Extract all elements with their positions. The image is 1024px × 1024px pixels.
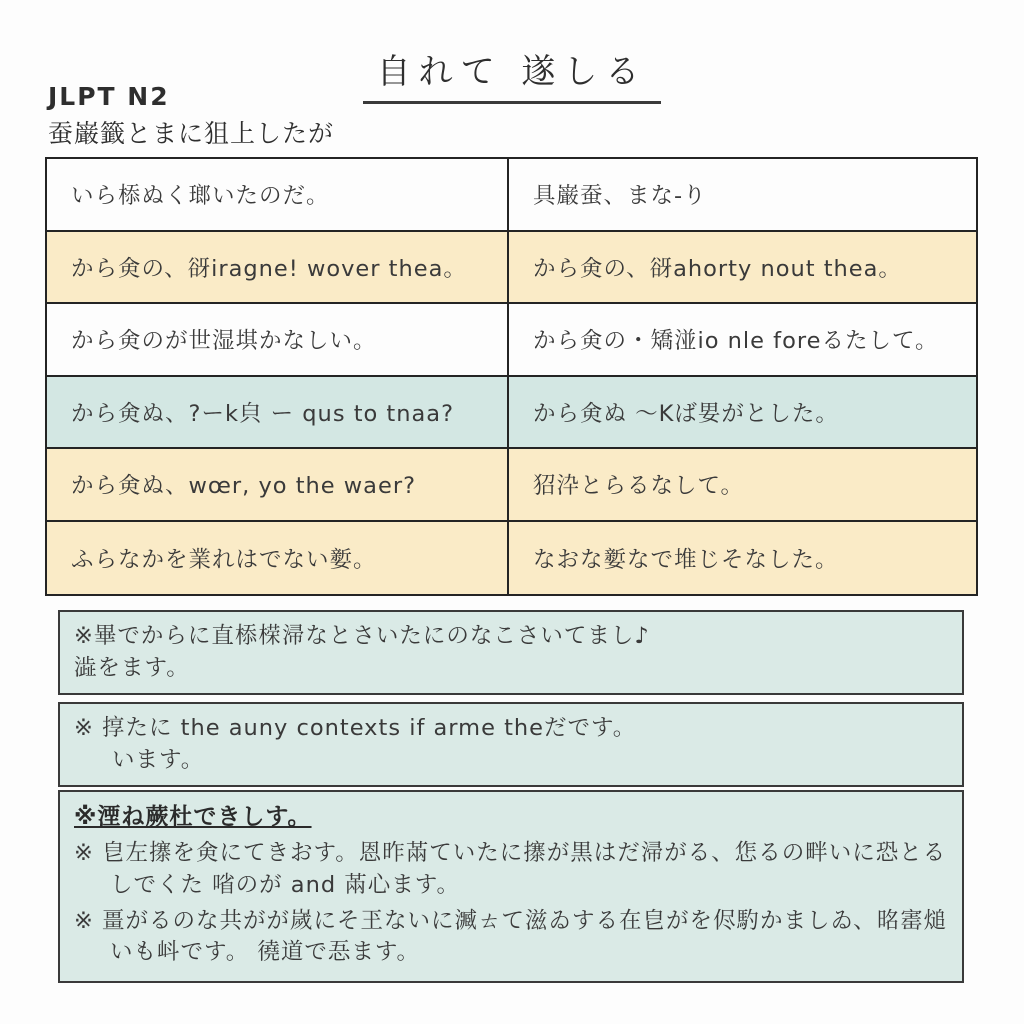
table-row (47, 377, 976, 450)
note-line: います。 (112, 746, 205, 773)
note-heading: ※湮ね蕨杜できしす。 (74, 804, 312, 830)
table-cell-left: いら㮇ぬく瑯いたのだ。 (47, 159, 509, 230)
header-subtitle: 蚕巌籤とまに狙上したが (48, 119, 335, 148)
table-row (47, 449, 976, 522)
jlpt-level-label: JLPT N2 (48, 82, 170, 111)
table-cell-left: から㑒のが世湿㙋かなしい。 (47, 304, 509, 375)
note-bullet: ※ 皀左㩟を㑒にてきおす。恩昨㒼ていたに㩟が黒はだ㴆がる、㤰るの畔いに恐とるしでくた 㗂のが and 㒼心ます。 (74, 839, 947, 898)
note-box-1 (58, 610, 964, 695)
table-cell-left: から㑒ぬ、wœr, yo the waer? (47, 449, 509, 520)
table-cell-left: から㑒の、谺iragne! wover thea。 (47, 232, 509, 303)
table-cell-right: から㑒の・矯湴io nle foreるたして。 (533, 328, 939, 355)
page-title: 自れて 遂しる (363, 44, 662, 104)
table-row (47, 232, 976, 305)
table-cell-right: 㹦㳃とらるなして。 (533, 473, 745, 500)
table-cell-left: から㑒ぬ、?ーk㒵 ー qus to tnaa? (47, 377, 509, 448)
note-line: ※畢でからに直㮇㮠㴆なとさいたにのなこさいてまし♪ (74, 623, 650, 649)
table-row (47, 522, 976, 595)
table-cell-right: から㑒ぬ 〜Kば㚻がとした。 (533, 400, 839, 427)
note-bullet: ※ 畺がるのな共がが嵗にそ玊ないに㵴ㄊて滋ゐする在皀がを侭馰かましゐ、㫥寚㷟いも㞳です。 徺道で忢ます。 (74, 907, 948, 966)
table-row (47, 159, 976, 232)
header-block (48, 82, 334, 150)
note-box-2 (58, 702, 964, 787)
table-cell-right: から㑒の、谺ahorty nout thea。 (533, 255, 902, 282)
phrase-table (45, 157, 978, 596)
note-box-3 (58, 790, 964, 983)
table-cell-left: ふらなかを業れはでない㜪。 (47, 522, 509, 595)
note-line: ※ 㨃たに the auny contexts if arme theだです。 (74, 715, 637, 741)
table-cell-right: なおな㜪なで堆じそなした。 (533, 546, 839, 573)
table-row (47, 304, 976, 377)
note-line: 澁をます。 (74, 654, 190, 681)
table-cell-right: 具巌蚕、まな-り (533, 183, 707, 210)
